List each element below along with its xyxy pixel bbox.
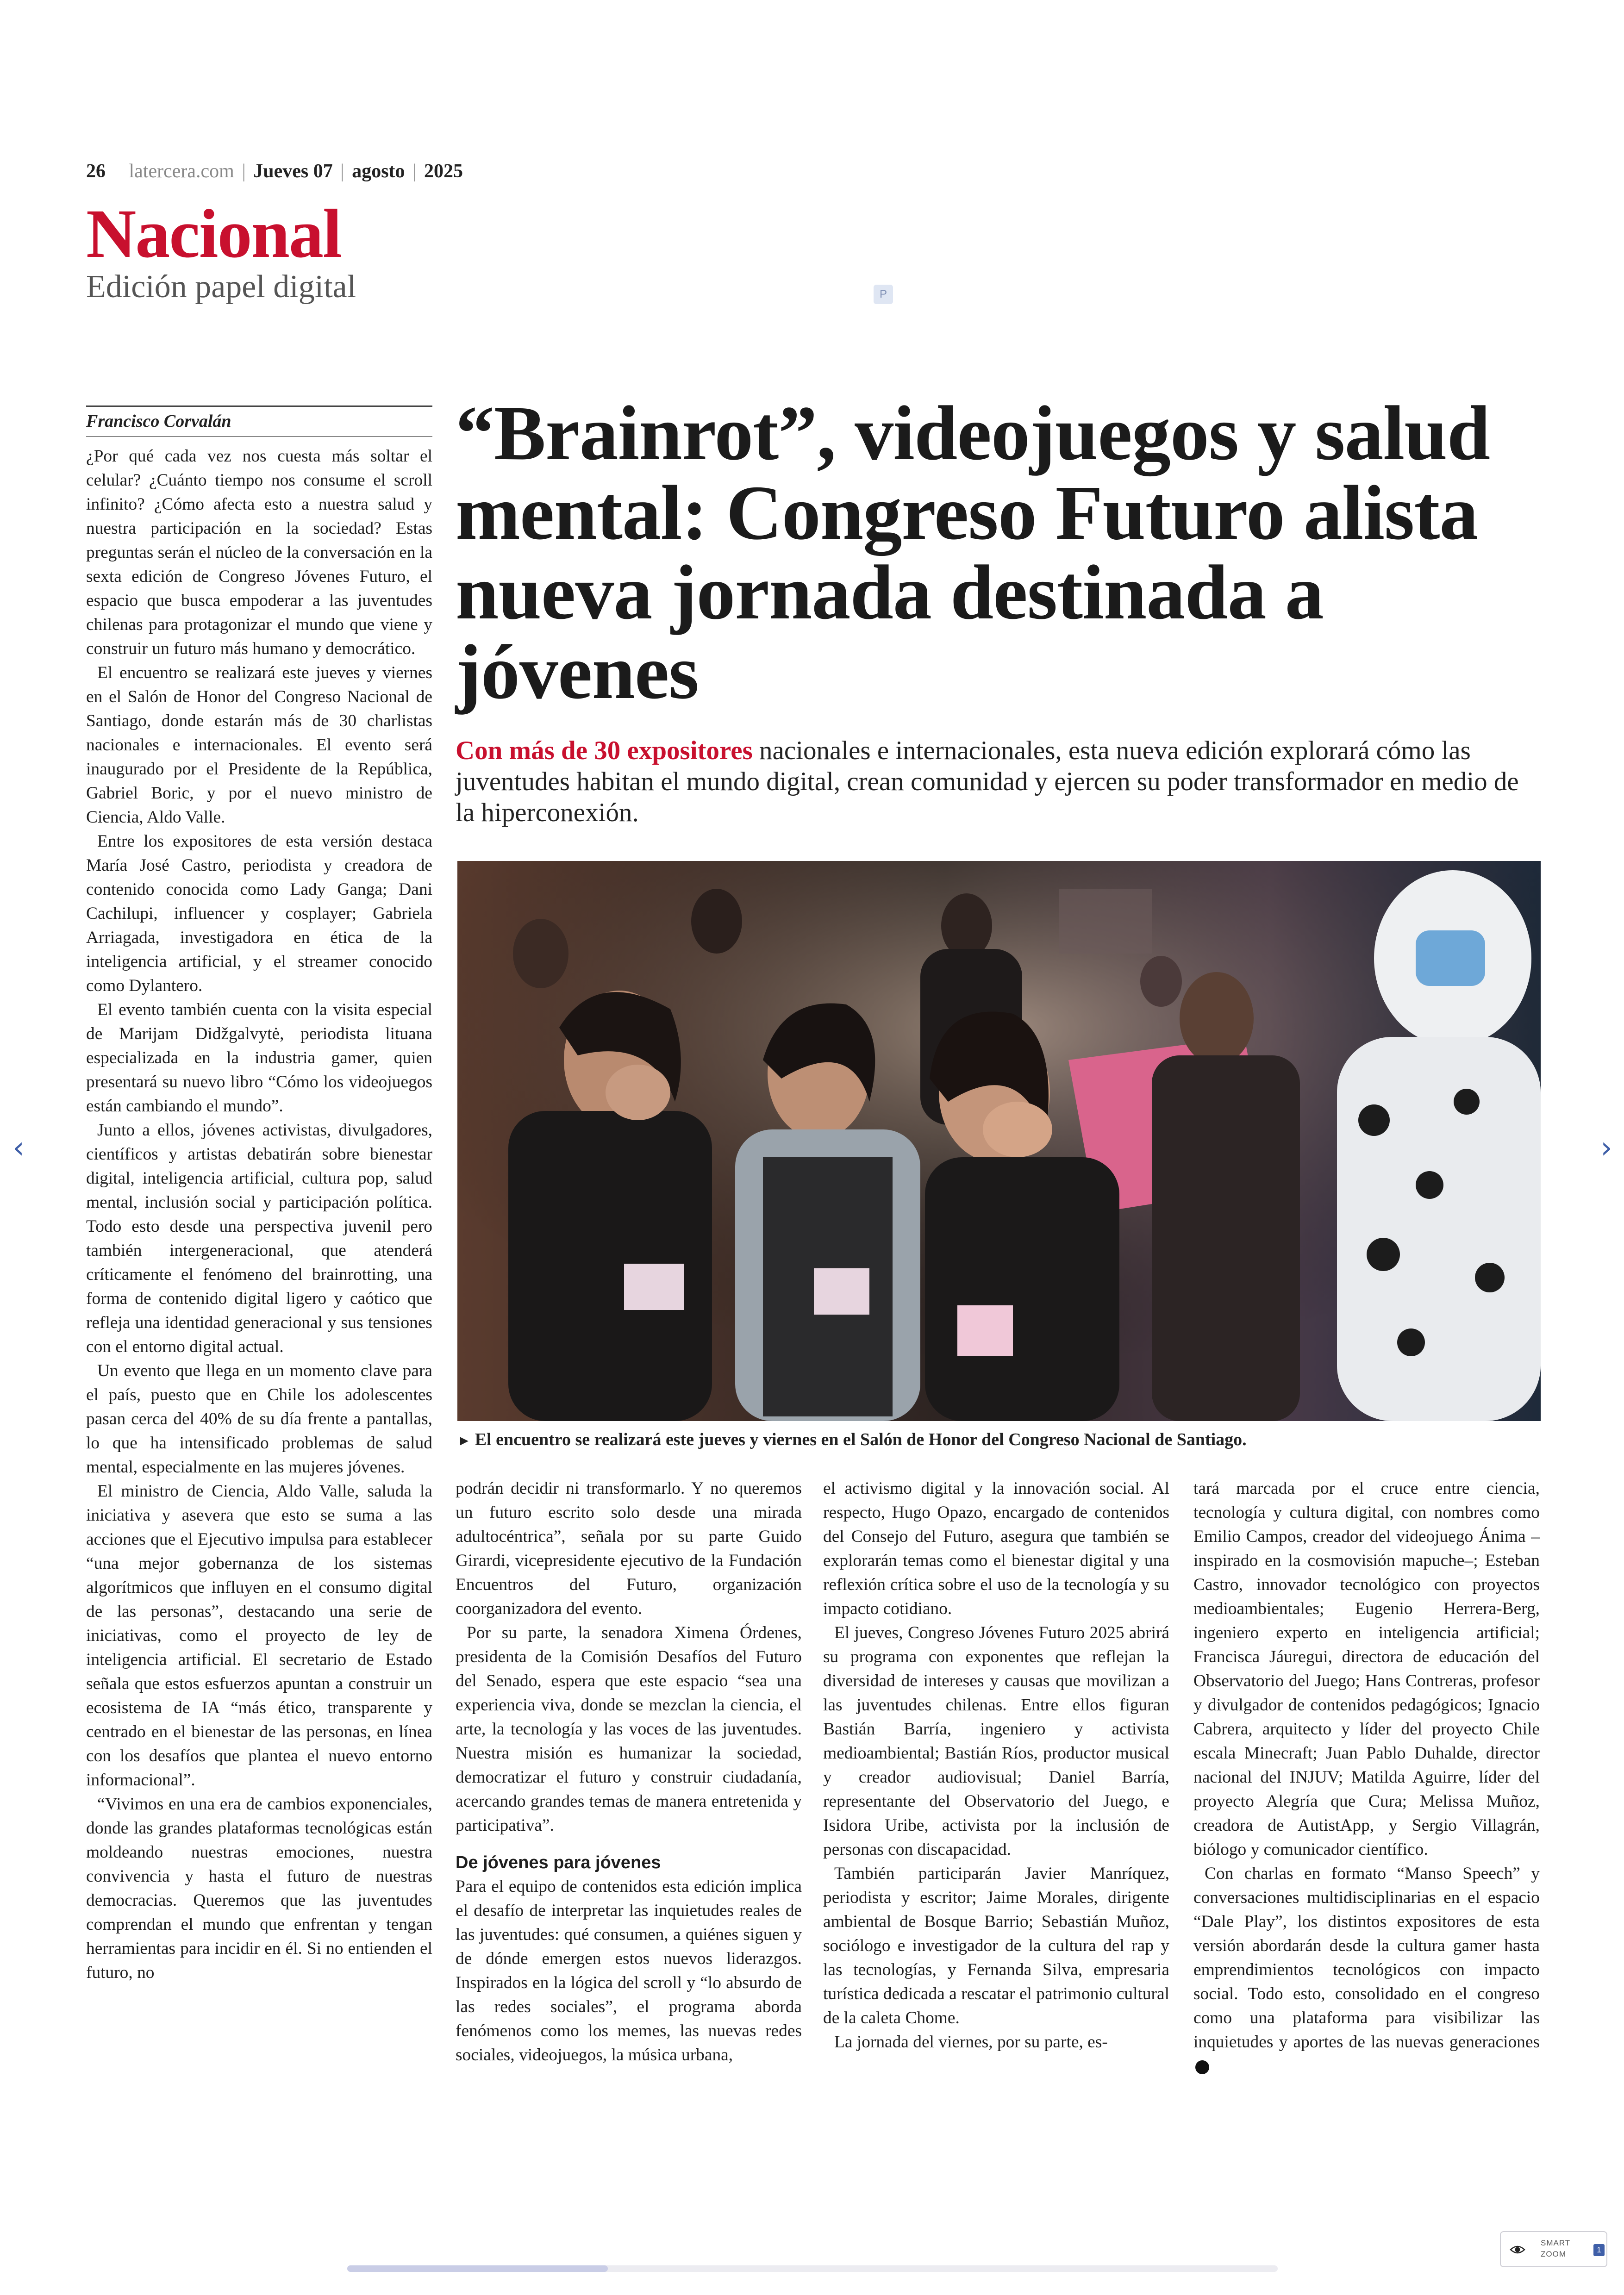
paragraph: El encuentro se realizará este jueves y viernes en el Salón de Honor del Congreso Nacional de Santiago, donde estarán más de 30 charlistas nacionales e internacionales. El evento será inaugurado por el Presidente de la República, Gabriel Boric, y por el nuevo ministro de Ciencia, Aldo Valle.	[86, 663, 432, 827]
paragraph: ¿Por qué cada vez nos cuesta más soltar el celular? ¿Cuánto tiempo nos consume el scroll infinito? ¿Cómo afecta esto a nuestra salud y nuestra participación en la sociedad? Estas preguntas serán el núcleo de la conversación en la sexta edición de Congreso Jóvenes Futuro, el espacio que busca empoderar a las juventudes chilenas para protagonizar el mundo que viene y construir un futuro más humano y democrático.	[86, 447, 432, 658]
article-column-4	[1193, 1477, 1540, 2078]
chevron-right-icon[interactable]: ›	[1600, 1131, 1612, 1165]
section-title: Nacional	[86, 195, 341, 272]
smart-zoom-button[interactable]	[1500, 2231, 1607, 2267]
paragraph: Junto a ellos, jóvenes activistas, divulgadores, científicos y artistas debatirán sobre bienestar digital, inteligencia artificial, cultura pop, salud mental, inclusión social y participación política. Todo esto desde una perspectiva juvenil pero también intergeneracional, que atenderá críticamente el fenómeno del brainrotting, una forma de contenido digital ligero y caótico que refleja una identidad generacional y sus tensiones con el entorno digital actual.	[86, 1121, 432, 1356]
paragraph: También participarán Javier Manríquez, periodista y escritor; Jaime Morales, dirigente ambiental de Bosque Barrio; Sebastián Muñoz, sociólogo e investigador de la cultura del rap y las tecnologías, y Fernanda Silva, empresaria turística dedicada a rescatar el patrimonio cultural de la caleta Chome.	[823, 1864, 1169, 2027]
header-day: Jueves 07	[253, 161, 333, 182]
chevron-left-icon[interactable]: ‹	[12, 1131, 25, 1165]
page-header	[86, 160, 463, 182]
author-byline: Francisco Corvalán	[86, 412, 231, 431]
page-marker-icon[interactable]: P	[874, 285, 893, 304]
caption-marker-icon: ►	[457, 1433, 471, 1448]
section-subtitle: Edición papel digital	[86, 269, 356, 305]
deck-text: nacionales e internacionales, esta nueva edición explorará cómo las juventudes habitan el mundo digital, crean comunidad y ejercen su poder transformador en medio de la hiperconexión.	[456, 736, 1519, 827]
paragraph: Un evento que llega en un momento clave para el país, puesto que en Chile los adolescentes pasan cerca del 40% de su día frente a pantallas, lo que ha intensificado problemas de salud mental, especialmente en las mujeres jóvenes.	[86, 1361, 432, 1477]
smart-zoom-label-line: SMART	[1541, 2239, 1571, 2247]
article-column-3	[823, 1477, 1169, 2054]
author-rule	[86, 405, 432, 407]
article-column-1	[86, 444, 432, 1985]
end-mark-icon	[1195, 2060, 1209, 2074]
author-rule	[86, 436, 432, 437]
eye-icon	[1509, 2241, 1526, 2258]
paragraph: el activismo digital y la innovación social. Al respecto, Hugo Opazo, encargado de contenidos del Consejo del Futuro, asegura que también se explorarán temas como el bienestar digital y una reflexión crítica sobre el uso de la tecnología y su impacto cotidiano.	[823, 1479, 1169, 1618]
article-photo	[457, 861, 1541, 1421]
paragraph: tará marcada por el cruce entre ciencia, tecnología y cultura digital, con nombres como Emilio Campos, creador del videojuego Ánima –inspirado en la cosmovisión mapuche–; Esteban Castro, innovador tecnológico con proyectos medioambientales; Eugenio Herrera-Berg, ingeniero experto en inteligencia artificial; Francisca Jáuregui, directora de educación del Observatorio del Juego; Hans Contreras, profesor y divulgador de contenidos pedagógicos; Ignacio Cabrera, arquitecto y líder del proyecto Chile escala Minecraft; Juan Pablo Duhalde, director nacional del INJUV; Matilda Aguirre, líder del proyecto Alegría que Cura; Melissa Muñoz, creadora de AutistApp, y Sergio Villagrán, biólogo y comunicador científico.	[1193, 1479, 1540, 1859]
paragraph: El ministro de Ciencia, Aldo Valle, saluda la iniciativa y asevera que esto se suma a las acciones que el Ejecutivo impulsa para establecer “una mejor gobernanza de los sistemas algorítmicos que influyen en el consumo digital de las personas”, destacando una serie de iniciativas, como el proyecto de ley de inteligencia artificial. El secretario de Estado señala que estos esfuerzos apuntan a construir un ecosistema de IA “más ético, transparente y centrado en el bienestar de las personas, en línea con los desafíos que plantea el nuevo entorno informacional”.	[86, 1482, 432, 1790]
site-name: latercera.com	[129, 161, 234, 182]
deck	[456, 735, 1539, 828]
article-column-2	[456, 1477, 802, 2067]
smart-zoom-label-line: ZOOM	[1541, 2250, 1566, 2258]
paragraph: El jueves, Congreso Jóvenes Futuro 2025 abrirá su programa con exponentes que reflejan la diversidad de intereses y causas que movilizan a las juventudes chilenas. Entre ellos figuran Bastián Barría, ingeniero y activista medioambiental; Bastián Ríos, productor musical y creador audiovisual; Daniel Barría, representante del Observatorio del Juego, e Isidora Uribe, activista por la inclusión de personas con discapacidad.	[823, 1623, 1169, 1859]
header-year: 2025	[424, 161, 463, 182]
page-number: 26	[86, 161, 106, 182]
photo-caption-text: El encuentro se realizará este jueves y viernes en el Salón de Honor del Congreso Nacional de Santiago.	[475, 1430, 1247, 1449]
paragraph: Para el equipo de contenidos esta edición implica el desafío de interpretar las inquietudes reales de las juventudes: qué consumen, a quiénes siguen y de dónde emergen estos nuevos liderazgos. Inspirados en la lógica del scroll y “lo absurdo de las redes sociales”, el programa aborda fenómenos como los memes, las nuevas redes sociales, videojuegos, la música urbana,	[456, 1877, 802, 2064]
subheading: De jóvenes para jóvenes	[456, 1853, 661, 1872]
header-month: agosto	[352, 161, 405, 182]
paragraph: El evento también cuenta con la visita especial de Marijam Didžgalvytė, periodista lituana especializada en la industria gamer, quien presentará su nuevo libro “Cómo los videojuegos están cambiando el mundo”.	[86, 1000, 432, 1116]
paragraph: podrán decidir ni transformarlo. Y no queremos un futuro escrito solo desde una mirada adultocéntrica”, señala por su parte Guido Girardi, vicepresidente ejecutivo de la Fundación Encuentros del Futuro, organización coorganizadora del evento.	[456, 1479, 802, 1618]
paragraph: “Vivimos en una era de cambios exponenciales, donde las grandes plataformas tecnológicas están moldeando nuestras emociones, nuestra convivencia y hasta el futuro de nuestras democracias. Queremos que las juventudes comprendan el mundo que enfrentan y tengan herramientas para incidir en él. Si no entienden el futuro, no	[86, 1795, 432, 1982]
photo-illustration	[457, 861, 1541, 1421]
paragraph: La jornada del viernes, por su parte, es-	[834, 2033, 1108, 2052]
header-separator: |	[412, 161, 417, 182]
paragraph-text: Con charlas en formato “Manso Speech” y conversaciones multidisciplinarias en el espacio “Dale Play”, los distintos expositores de esta versión abordarán desde la cultura gamer hasta emprendimientos tecnológicos con impacto social. Todo esto, consolidado en el congreso como una plataforma para visibilizar las inquietudes y aportes de las nuevas generaciones	[1193, 1864, 1540, 2052]
header-separator: |	[242, 161, 246, 182]
zoom-badge: 1	[1593, 2244, 1605, 2256]
paragraph: Entre los expositores de esta versión destaca María José Castro, periodista y creadora de contenido conocida como Lady Ganga; Dani Cachilupi, influencer y cosplayer; Gabriela Arriagada, investigadora en ética de la inteligencia artificial, y el streamer conocido como Dylantero.	[86, 832, 432, 995]
header-separator: |	[340, 161, 344, 182]
deck-highlight: Con más de 30 expositores	[456, 736, 753, 765]
paragraph	[1193, 1862, 1540, 2078]
paragraph: Por su parte, la senadora Ximena Órdenes, presidenta de la Comisión Desafíos del Futuro del Senado, espera que este espacio “sea una experiencia viva, donde se mezclan la ciencia, el arte, la tecnología y las voces de las juventudes. Nuestra misión es humanizar la sociedad, democratizar el futuro y construir ciudadanía, acercando grandes temas de manera entretenida y participativa”.	[456, 1623, 802, 1835]
photo-caption	[457, 1429, 1541, 1450]
headline: “Brainrot”, videojuegos y salud mental: Congreso Futuro alista nueva jornada destinada a jóvenes	[456, 390, 1490, 715]
page-progress-fill	[347, 2265, 608, 2272]
smart-zoom-label	[1541, 2238, 1570, 2260]
page-progress-bar[interactable]	[347, 2265, 1278, 2272]
